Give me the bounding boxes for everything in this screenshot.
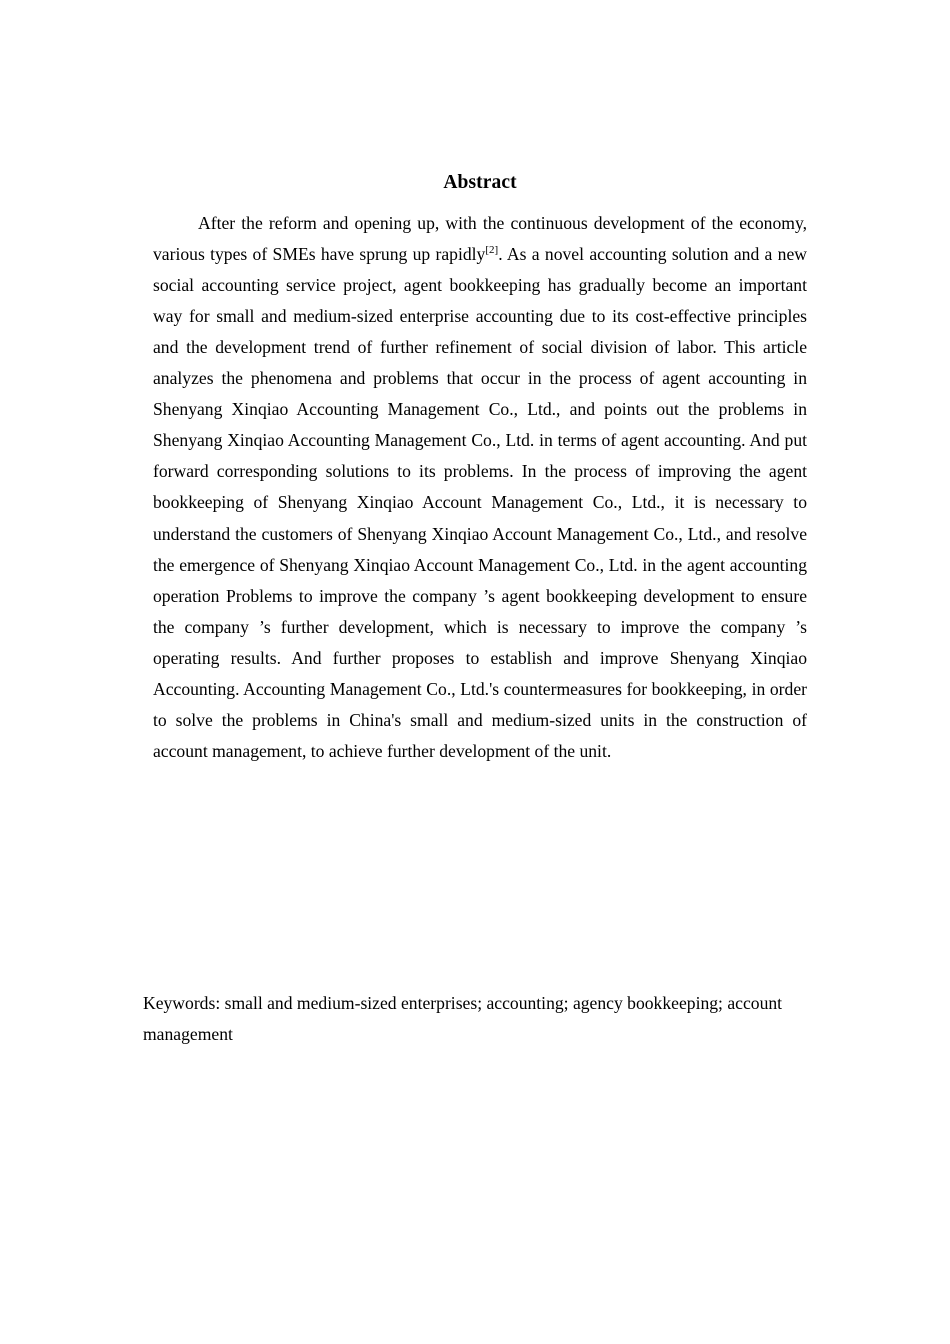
abstract-paragraph — [153, 208, 807, 768]
citation-reference-marker: [2] — [485, 243, 499, 256]
keywords-line: Keywords: small and medium-sized enterprises; accounting; agency bookkeeping; account management — [143, 992, 783, 1044]
page-title: Abstract — [443, 172, 517, 194]
abstract-text-segment-1: After the reform and opening up, with the continuous development of the economy, various types of SMEs have sprung up rapidly — [153, 212, 807, 264]
abstract-text-segment-2: . As a novel accounting solution and a new social accounting service project, agent bookkeeping has gradually become an important way for small and medium-sized enterprise accounting due to its cost-effective principles and the development trend of further refinement of social division of labor. This article analyzes the phenomena and problems that occur in the process of agent accounting in Shenyang Xinqiao Accounting Management Co., Ltd., and points out the problems in Shenyang Xinqiao Accounting Management Co., Ltd. in terms of agent accounting. And put forward corresponding solutions to its problems. In the process of improving the agent bookkeeping of Shenyang Xinqiao Account Management Co., Ltd., it is necessary to understand the customers of Shenyang Xinqiao Account Management Co., Ltd., and resolve the emergence of Shenyang Xinqiao Account Management Co., Ltd. in the agent accounting operation Problems to improve the company ’s agent bookkeeping development to ensure the company ’s further development, which is necessary to improve the company ’s operating results. And further proposes to establish and improve Shenyang Xinqiao Accounting. Accounting Management Co., Ltd.'s countermeasures for bookkeeping, in order to solve the problems in China's small and medium-sized units in the construction of account management, to achieve further development of the unit. — [153, 243, 807, 762]
